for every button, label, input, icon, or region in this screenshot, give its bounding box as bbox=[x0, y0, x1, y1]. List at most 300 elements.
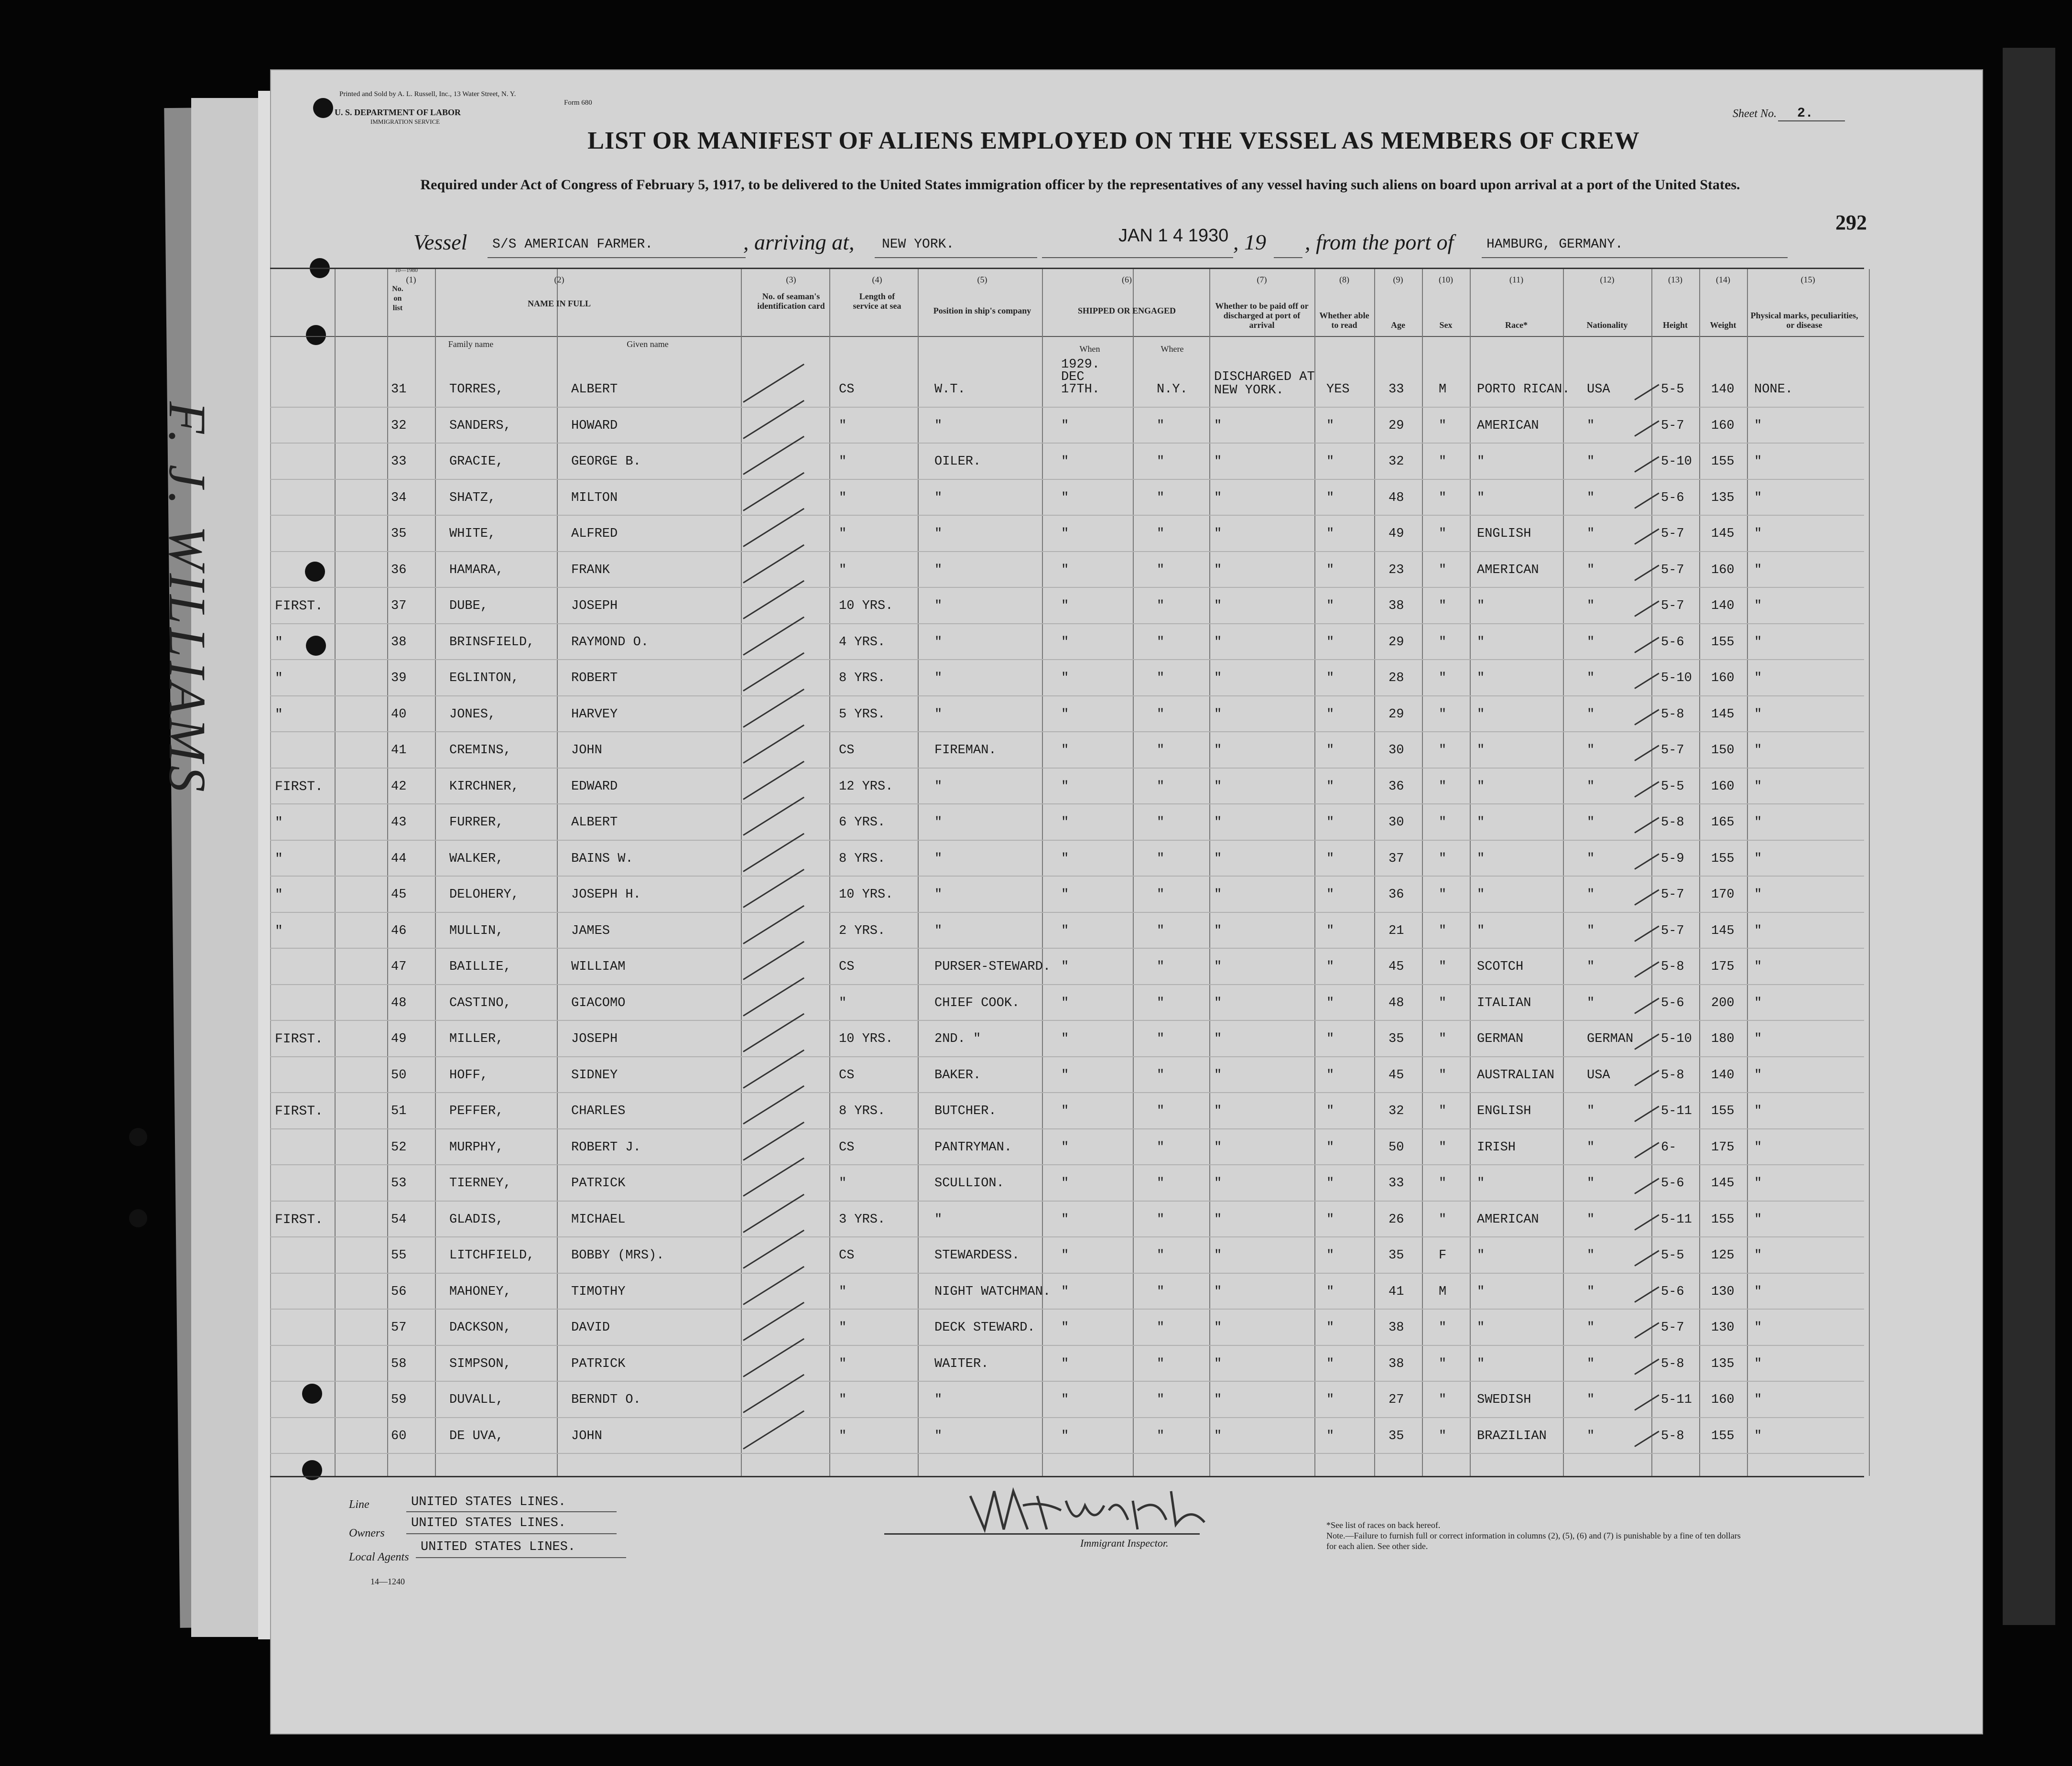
cell-sex: " bbox=[1439, 1176, 1447, 1191]
cell-given: MICHAEL bbox=[571, 1212, 626, 1227]
cell-sex: " bbox=[1439, 563, 1447, 577]
cell-paid: " bbox=[1214, 635, 1222, 650]
col-1-num: (1) bbox=[406, 275, 416, 284]
cell-sex: M bbox=[1439, 382, 1447, 397]
cell-service: 4 YRS. bbox=[839, 635, 886, 650]
arriving-underline bbox=[875, 257, 1037, 258]
cell-weight: 145 bbox=[1711, 707, 1735, 722]
cell-where: " bbox=[1157, 960, 1165, 974]
cell-family: TIERNEY, bbox=[449, 1176, 511, 1191]
cell-no: 42 bbox=[391, 779, 407, 794]
cell-service: " bbox=[839, 1284, 847, 1299]
cell-nat: " bbox=[1587, 455, 1595, 469]
table-row-rule bbox=[270, 1092, 1864, 1093]
cell-nat: " bbox=[1587, 1284, 1595, 1299]
cell-when: " bbox=[1061, 635, 1069, 650]
cell-no: 44 bbox=[391, 851, 407, 866]
table-row-rule bbox=[270, 1345, 1864, 1346]
cell-paid: DISCHARGED AT NEW YORK. bbox=[1214, 370, 1315, 398]
cell-marks: " bbox=[1754, 1104, 1762, 1118]
cell-position: STEWARDESS. bbox=[934, 1248, 1020, 1263]
cell-when: " bbox=[1061, 1429, 1069, 1443]
cell-family: MILLER, bbox=[449, 1032, 504, 1046]
inspector-label: Immigrant Inspector. bbox=[1080, 1537, 1169, 1549]
cell-position: " bbox=[934, 815, 943, 830]
binder-hole-icon bbox=[129, 1209, 147, 1227]
table-row-rule bbox=[270, 1020, 1864, 1021]
cell-where: " bbox=[1157, 888, 1165, 902]
cell-race: " bbox=[1477, 599, 1485, 613]
cell-nat: " bbox=[1587, 888, 1595, 902]
cell-no: 54 bbox=[391, 1212, 407, 1227]
cell-nat: USA bbox=[1587, 1068, 1610, 1083]
cell-where: " bbox=[1157, 779, 1165, 794]
col-given-label: Given name bbox=[627, 339, 669, 349]
cell-given: JOHN bbox=[571, 1429, 602, 1443]
cell-no: 59 bbox=[391, 1393, 407, 1407]
cell-nat: " bbox=[1587, 1104, 1595, 1118]
cell-no: 41 bbox=[391, 743, 407, 758]
cell-height: 5-11 bbox=[1661, 1393, 1692, 1407]
cell-height: 5-7 bbox=[1661, 888, 1684, 902]
cell-when: " bbox=[1061, 490, 1069, 505]
cell-given: JOHN bbox=[571, 743, 602, 758]
col-when-label: When bbox=[1079, 344, 1100, 354]
cell-when: " bbox=[1061, 888, 1069, 902]
cell-position: OILER. bbox=[934, 455, 981, 469]
cell-when: " bbox=[1061, 1356, 1069, 1371]
table-column-rule bbox=[557, 269, 558, 1476]
cell-where: " bbox=[1157, 490, 1165, 505]
cell-weight: 155 bbox=[1711, 1212, 1735, 1227]
cell-family: HOFF, bbox=[449, 1068, 488, 1083]
penalty-note: Note.—Failure to furnish full or correct information in columns (2), (5), (6) and (7) is punishable by a fine of ten dollars for each alien. See other side. bbox=[1326, 1531, 1741, 1551]
cell-sex: " bbox=[1439, 923, 1447, 938]
cell-no: 46 bbox=[391, 923, 407, 938]
col-12-num: (12) bbox=[1600, 275, 1615, 284]
cell-race: " bbox=[1477, 743, 1485, 758]
col-service-label: Length of service at sea bbox=[853, 292, 901, 311]
cell-position: " bbox=[934, 1429, 943, 1443]
cell-sex: " bbox=[1439, 1356, 1447, 1371]
cell-marks: " bbox=[1754, 1284, 1762, 1299]
cell-marks: " bbox=[1754, 1321, 1762, 1335]
cell-age: 29 bbox=[1389, 707, 1404, 722]
cell-service: 8 YRS. bbox=[839, 1104, 886, 1118]
cell-sex: " bbox=[1439, 996, 1447, 1010]
cell-read: " bbox=[1326, 996, 1334, 1010]
cell-nat: " bbox=[1587, 1356, 1595, 1371]
cell-service: 10 YRS. bbox=[839, 888, 893, 902]
cell-family: WHITE, bbox=[449, 527, 496, 541]
cell-read: " bbox=[1326, 1429, 1334, 1443]
printer-line: Printed and Sold by A. L. Russell, Inc., 13 Water Street, N. Y. bbox=[339, 90, 516, 98]
cell-marks: NONE. bbox=[1754, 382, 1793, 397]
cell-height: 5-6 bbox=[1661, 1176, 1684, 1191]
table-column-rule bbox=[1747, 269, 1748, 1476]
cell-service: " bbox=[839, 1176, 847, 1191]
margin-note: FIRST. bbox=[275, 1032, 323, 1047]
cell-read: " bbox=[1326, 779, 1334, 794]
owners-value: UNITED STATES LINES. bbox=[411, 1516, 566, 1530]
cell-given: HARVEY bbox=[571, 707, 618, 722]
cell-age: 28 bbox=[1389, 671, 1404, 685]
margin-note: " bbox=[275, 888, 283, 902]
cell-when: " bbox=[1061, 923, 1069, 938]
table-column-rule bbox=[918, 269, 919, 1476]
cell-position: 2ND. " bbox=[934, 1032, 981, 1046]
vessel-underline bbox=[488, 257, 746, 258]
cell-race: " bbox=[1477, 671, 1485, 685]
cell-marks: " bbox=[1754, 1212, 1762, 1227]
margin-note: " bbox=[275, 707, 283, 722]
cell-where: " bbox=[1157, 923, 1165, 938]
agents-underline bbox=[416, 1557, 626, 1558]
cell-given: JOSEPH bbox=[571, 1032, 618, 1046]
cell-race: " bbox=[1477, 779, 1485, 794]
cell-sex: " bbox=[1439, 527, 1447, 541]
cell-height: 5-7 bbox=[1661, 418, 1684, 433]
cell-paid: " bbox=[1214, 888, 1222, 902]
table-row-rule bbox=[270, 1309, 1864, 1310]
line-underline bbox=[406, 1511, 617, 1512]
table-column-rule bbox=[1563, 269, 1564, 1476]
cell-position: " bbox=[934, 635, 943, 650]
table-row-rule bbox=[270, 407, 1864, 408]
cell-when: " bbox=[1061, 1068, 1069, 1083]
cell-position: " bbox=[934, 418, 943, 433]
cell-paid: " bbox=[1214, 1284, 1222, 1299]
cell-no: 43 bbox=[391, 815, 407, 830]
cell-race: " bbox=[1477, 888, 1485, 902]
cell-given: JOSEPH bbox=[571, 599, 618, 613]
cell-weight: 165 bbox=[1711, 815, 1735, 830]
table-row-rule bbox=[270, 1128, 1864, 1129]
cell-family: DELOHERY, bbox=[449, 888, 519, 902]
cell-paid: " bbox=[1214, 1248, 1222, 1263]
cell-family: MAHONEY, bbox=[449, 1284, 511, 1299]
date-stamp: JAN 1 4 1930 bbox=[1118, 226, 1229, 246]
cell-when: " bbox=[1061, 1284, 1069, 1299]
cell-read: " bbox=[1326, 815, 1334, 830]
cell-position: W.T. bbox=[934, 382, 965, 397]
cell-race: AUSTRALIAN bbox=[1477, 1068, 1555, 1083]
cell-paid: " bbox=[1214, 1356, 1222, 1371]
table-row-rule bbox=[270, 1056, 1864, 1057]
cell-where: " bbox=[1157, 996, 1165, 1010]
cell-weight: 130 bbox=[1711, 1321, 1735, 1335]
cell-height: 5-7 bbox=[1661, 743, 1684, 758]
cell-marks: " bbox=[1754, 1176, 1762, 1191]
table-row-rule bbox=[270, 984, 1864, 985]
right-shadow-edge bbox=[2003, 48, 2055, 1625]
inspector-underline bbox=[884, 1533, 1200, 1535]
cell-age: 23 bbox=[1389, 563, 1404, 577]
cell-service: CS bbox=[839, 743, 855, 758]
cell-no: 40 bbox=[391, 707, 407, 722]
cell-where: " bbox=[1157, 1429, 1165, 1443]
cell-when: " bbox=[1061, 960, 1069, 974]
cell-no: 31 bbox=[391, 382, 407, 397]
margin-note: " bbox=[275, 923, 283, 939]
cell-paid: " bbox=[1214, 743, 1222, 758]
col-no-label: No. on list bbox=[392, 285, 403, 312]
cell-weight: 130 bbox=[1711, 1284, 1735, 1299]
cell-read: " bbox=[1326, 1321, 1334, 1335]
cell-where: " bbox=[1157, 815, 1165, 830]
cell-race: AMERICAN bbox=[1477, 418, 1539, 433]
cell-sex: " bbox=[1439, 635, 1447, 650]
cell-no: 60 bbox=[391, 1429, 407, 1443]
cell-no: 52 bbox=[391, 1140, 407, 1155]
cell-nat: " bbox=[1587, 1248, 1595, 1263]
cell-height: 5-8 bbox=[1661, 1068, 1684, 1083]
cell-given: GIACOMO bbox=[571, 996, 626, 1010]
cell-nat: " bbox=[1587, 707, 1595, 722]
cell-sex: F bbox=[1439, 1248, 1447, 1263]
cell-paid: " bbox=[1214, 1068, 1222, 1083]
margin-note: FIRST. bbox=[275, 599, 323, 614]
cell-marks: " bbox=[1754, 635, 1762, 650]
cell-height: 6- bbox=[1661, 1140, 1677, 1155]
small-code: 10—1980 bbox=[395, 267, 418, 273]
cell-position: NIGHT WATCHMAN. bbox=[934, 1284, 1051, 1299]
cell-sex: " bbox=[1439, 1032, 1447, 1046]
line-value: UNITED STATES LINES. bbox=[411, 1495, 566, 1509]
cell-read: " bbox=[1326, 1248, 1334, 1263]
cell-service: " bbox=[839, 1393, 847, 1407]
cell-age: 45 bbox=[1389, 960, 1404, 974]
cell-service: " bbox=[839, 563, 847, 577]
cell-no: 50 bbox=[391, 1068, 407, 1083]
cell-nat: " bbox=[1587, 815, 1595, 830]
cell-service: CS bbox=[839, 1140, 855, 1155]
cell-paid: " bbox=[1214, 1140, 1222, 1155]
table-column-rule bbox=[1209, 269, 1210, 1476]
cell-given: MILTON bbox=[571, 490, 618, 505]
cell-read: " bbox=[1326, 1393, 1334, 1407]
margin-note: " bbox=[275, 671, 283, 686]
cell-read: " bbox=[1326, 923, 1334, 938]
cell-position: " bbox=[934, 1212, 943, 1227]
cell-position: BUTCHER. bbox=[934, 1104, 997, 1118]
table-column-rule bbox=[435, 269, 436, 1476]
cell-where: " bbox=[1157, 1068, 1165, 1083]
cell-when: " bbox=[1061, 815, 1069, 830]
stamp-number: 292 bbox=[1835, 211, 1867, 234]
cell-position: " bbox=[934, 599, 943, 613]
cell-read: " bbox=[1326, 1284, 1334, 1299]
cell-service: " bbox=[839, 455, 847, 469]
cell-paid: " bbox=[1214, 1429, 1222, 1443]
year-label: , 19 bbox=[1233, 230, 1266, 254]
cell-service: 10 YRS. bbox=[839, 599, 893, 613]
cell-position: BAKER. bbox=[934, 1068, 981, 1083]
cell-marks: " bbox=[1754, 1068, 1762, 1083]
cell-race: AMERICAN bbox=[1477, 1212, 1539, 1227]
col-where-label: Where bbox=[1161, 344, 1184, 354]
cell-service: CS bbox=[839, 1068, 855, 1083]
inspector-signature-icon bbox=[965, 1477, 1214, 1539]
cell-marks: " bbox=[1754, 1356, 1762, 1371]
cell-paid: " bbox=[1214, 1176, 1222, 1191]
cell-weight: 155 bbox=[1711, 851, 1735, 866]
agents-value: UNITED STATES LINES. bbox=[421, 1540, 576, 1554]
cell-where: " bbox=[1157, 563, 1165, 577]
cell-nat: " bbox=[1587, 1212, 1595, 1227]
col-2-num: (2) bbox=[554, 275, 564, 284]
cell-no: 51 bbox=[391, 1104, 407, 1118]
col-card-label: No. of seaman's identification card bbox=[757, 292, 825, 311]
cell-read: " bbox=[1326, 1356, 1334, 1371]
cell-weight: 160 bbox=[1711, 418, 1735, 433]
cell-family: CASTINO, bbox=[449, 996, 511, 1010]
cell-age: 48 bbox=[1389, 490, 1404, 505]
cell-height: 5-8 bbox=[1661, 1356, 1684, 1371]
department: U. S. DEPARTMENT OF LABOR bbox=[335, 108, 461, 117]
cell-position: " bbox=[934, 888, 943, 902]
cell-age: 33 bbox=[1389, 382, 1404, 397]
cell-read: " bbox=[1326, 707, 1334, 722]
margin-note: FIRST. bbox=[275, 1212, 323, 1227]
cell-service: 8 YRS. bbox=[839, 851, 886, 866]
cell-when: " bbox=[1061, 851, 1069, 866]
cell-weight: 155 bbox=[1711, 455, 1735, 469]
cell-weight: 200 bbox=[1711, 996, 1735, 1010]
cell-when: " bbox=[1061, 1032, 1069, 1046]
cell-read: " bbox=[1326, 1068, 1334, 1083]
table-row-rule bbox=[270, 768, 1864, 769]
cell-race: SCOTCH bbox=[1477, 960, 1524, 974]
col-14-num: (14) bbox=[1716, 275, 1730, 284]
cell-height: 5-7 bbox=[1661, 527, 1684, 541]
cell-where: " bbox=[1157, 1248, 1165, 1263]
cell-position: " bbox=[934, 671, 943, 685]
cell-where: " bbox=[1157, 1104, 1165, 1118]
table-column-rule bbox=[1374, 269, 1375, 1476]
cell-family: JONES, bbox=[449, 707, 496, 722]
cell-nat: " bbox=[1587, 671, 1595, 685]
cell-weight: 175 bbox=[1711, 1140, 1735, 1155]
margin-note: FIRST. bbox=[275, 779, 323, 794]
cell-paid: " bbox=[1214, 1393, 1222, 1407]
cell-paid: " bbox=[1214, 1321, 1222, 1335]
cell-sex: M bbox=[1439, 1284, 1447, 1299]
cell-nat: USA bbox=[1587, 382, 1610, 397]
table-row-rule bbox=[270, 551, 1864, 552]
cell-sex: " bbox=[1439, 1212, 1447, 1227]
cell-position: " bbox=[934, 851, 943, 866]
cell-age: 29 bbox=[1389, 418, 1404, 433]
cell-family: SANDERS, bbox=[449, 418, 511, 433]
cell-marks: " bbox=[1754, 923, 1762, 938]
cell-marks: " bbox=[1754, 851, 1762, 866]
cell-age: 48 bbox=[1389, 996, 1404, 1010]
cell-nat: " bbox=[1587, 490, 1595, 505]
cell-given: FRANK bbox=[571, 563, 610, 577]
cell-family: CREMINS, bbox=[449, 743, 511, 758]
cell-no: 37 bbox=[391, 599, 407, 613]
cell-weight: 140 bbox=[1711, 599, 1735, 613]
cell-paid: " bbox=[1214, 418, 1222, 433]
cell-family: HAMARA, bbox=[449, 563, 504, 577]
cell-service: " bbox=[839, 1321, 847, 1335]
cell-race: AMERICAN bbox=[1477, 563, 1539, 577]
cell-service: 5 YRS. bbox=[839, 707, 886, 722]
col-family-label: Family name bbox=[448, 339, 494, 349]
table-column-rule bbox=[1314, 269, 1315, 1476]
cell-age: 38 bbox=[1389, 599, 1404, 613]
binder-hole-icon bbox=[129, 1128, 147, 1146]
cell-given: GEORGE B. bbox=[571, 455, 641, 469]
cell-where: " bbox=[1157, 1356, 1165, 1371]
year-underline bbox=[1274, 257, 1302, 258]
col-shipped-label: SHIPPED OR ENGAGED bbox=[1077, 306, 1176, 315]
col-weight-label: Weight bbox=[1710, 320, 1736, 330]
table-column-rule bbox=[1699, 269, 1700, 1476]
cell-when: " bbox=[1061, 1212, 1069, 1227]
cell-height: 5-6 bbox=[1661, 996, 1684, 1010]
cell-when: " bbox=[1061, 418, 1069, 433]
col-read-label: Whether able to read bbox=[1319, 311, 1369, 330]
cell-when: " bbox=[1061, 527, 1069, 541]
cell-no: 58 bbox=[391, 1356, 407, 1371]
cell-age: 35 bbox=[1389, 1032, 1404, 1046]
cell-race: " bbox=[1477, 1356, 1485, 1371]
cell-given: BAINS W. bbox=[571, 851, 633, 866]
cell-age: 45 bbox=[1389, 1068, 1404, 1083]
cell-race: " bbox=[1477, 1321, 1485, 1335]
cell-race: IRISH bbox=[1477, 1140, 1516, 1155]
cell-where: " bbox=[1157, 1284, 1165, 1299]
cell-given: EDWARD bbox=[571, 779, 618, 794]
cell-marks: " bbox=[1754, 490, 1762, 505]
cell-race: " bbox=[1477, 1176, 1485, 1191]
col-age-label: Age bbox=[1391, 320, 1405, 330]
cell-given: ALFRED bbox=[571, 527, 618, 541]
cell-paid: " bbox=[1214, 779, 1222, 794]
cell-race: " bbox=[1477, 815, 1485, 830]
cell-race: ITALIAN bbox=[1477, 996, 1531, 1010]
cell-age: 29 bbox=[1389, 635, 1404, 650]
cell-position: " bbox=[934, 527, 943, 541]
cell-race: PORTO RICAN. bbox=[1477, 382, 1570, 397]
cell-read: " bbox=[1326, 635, 1334, 650]
table-row-rule bbox=[270, 1381, 1864, 1382]
vessel-value: S/S AMERICAN FARMER. bbox=[492, 237, 653, 252]
owners-label: Owners bbox=[349, 1527, 385, 1539]
cell-service: CS bbox=[839, 960, 855, 974]
table-row-rule bbox=[270, 840, 1864, 841]
table-row-rule bbox=[270, 1201, 1864, 1202]
cell-marks: " bbox=[1754, 888, 1762, 902]
cell-where: " bbox=[1157, 1212, 1165, 1227]
cell-service: CS bbox=[839, 382, 855, 397]
cell-marks: " bbox=[1754, 1429, 1762, 1443]
cell-weight: 160 bbox=[1711, 563, 1735, 577]
cell-when: " bbox=[1061, 599, 1069, 613]
cell-sex: " bbox=[1439, 599, 1447, 613]
cell-given: ALBERT bbox=[571, 382, 618, 397]
cell-family: FURRER, bbox=[449, 815, 504, 830]
cell-nat: " bbox=[1587, 851, 1595, 866]
margin-note: " bbox=[275, 815, 283, 830]
cell-service: " bbox=[839, 1356, 847, 1371]
cell-when: " bbox=[1061, 1140, 1069, 1155]
cell-read: " bbox=[1326, 563, 1334, 577]
cell-paid: " bbox=[1214, 1104, 1222, 1118]
cell-given: JAMES bbox=[571, 923, 610, 938]
